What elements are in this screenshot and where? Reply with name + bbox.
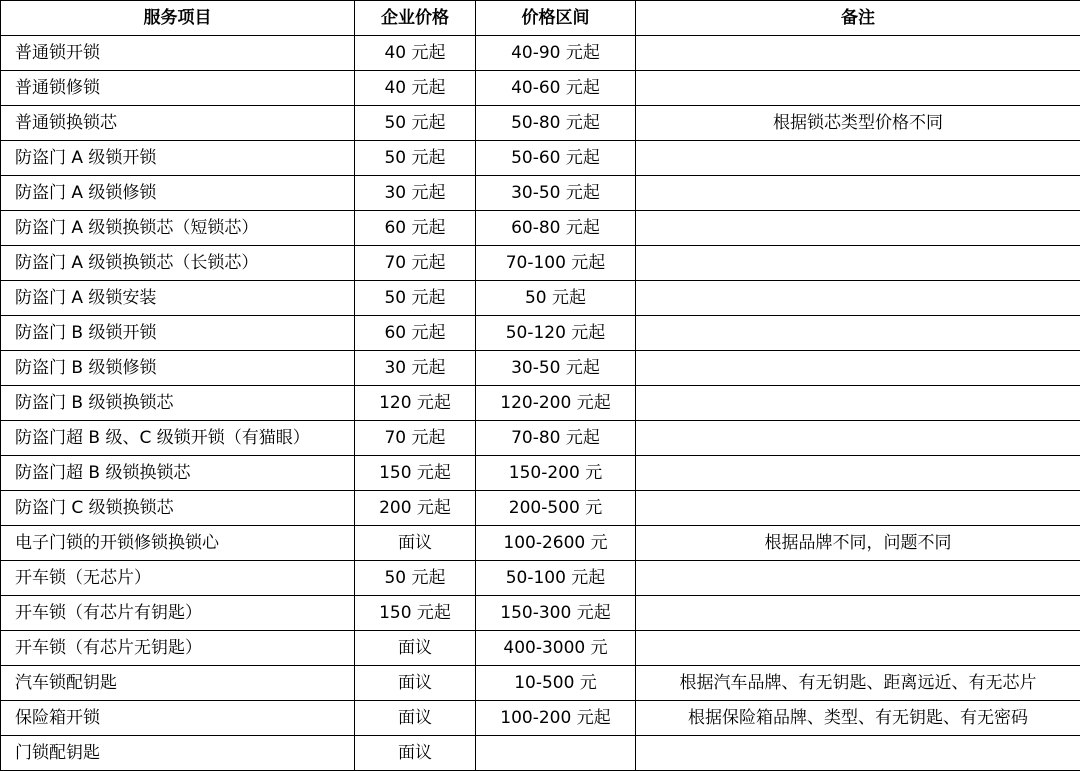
cell-price-range: 100-2600 元 xyxy=(476,526,636,561)
table-row xyxy=(1,561,1080,596)
table-row xyxy=(1,421,1080,456)
header-company-price: 企业价格 xyxy=(355,1,476,36)
cell-service-item: 电子门锁的开锁修锁换锁心 xyxy=(1,526,355,561)
cell-remarks: 根据汽车品牌、有无钥匙、距离远近、有无芯片 xyxy=(636,666,1080,701)
cell-company-price: 60 元起 xyxy=(355,316,476,351)
cell-price-range: 200-500 元 xyxy=(476,491,636,526)
cell-company-price: 面议 xyxy=(355,701,476,736)
cell-company-price: 60 元起 xyxy=(355,211,476,246)
cell-service-item: 防盗门 A 级锁换锁芯（短锁芯） xyxy=(1,211,355,246)
cell-price-range: 40-60 元起 xyxy=(476,71,636,106)
cell-remarks xyxy=(636,736,1080,771)
table-body xyxy=(1,36,1080,771)
table-row xyxy=(1,596,1080,631)
cell-company-price: 50 元起 xyxy=(355,141,476,176)
cell-company-price: 150 元起 xyxy=(355,596,476,631)
cell-remarks xyxy=(636,631,1080,666)
cell-price-range: 70-80 元起 xyxy=(476,421,636,456)
header-service-item: 服务项目 xyxy=(1,1,355,36)
cell-price-range: 150-200 元 xyxy=(476,456,636,491)
cell-company-price: 40 元起 xyxy=(355,71,476,106)
cell-service-item: 防盗门 C 级锁换锁芯 xyxy=(1,491,355,526)
cell-price-range: 50-60 元起 xyxy=(476,141,636,176)
cell-company-price: 50 元起 xyxy=(355,561,476,596)
cell-company-price: 面议 xyxy=(355,631,476,666)
cell-remarks xyxy=(636,351,1080,386)
cell-price-range: 120-200 元起 xyxy=(476,386,636,421)
cell-price-range: 30-50 元起 xyxy=(476,351,636,386)
table-row xyxy=(1,211,1080,246)
cell-remarks xyxy=(636,176,1080,211)
table-row xyxy=(1,736,1080,771)
table-row xyxy=(1,666,1080,701)
table-row xyxy=(1,526,1080,561)
cell-service-item: 防盗门超 B 级、C 级锁开锁（有猫眼） xyxy=(1,421,355,456)
table-row xyxy=(1,71,1080,106)
cell-remarks xyxy=(636,561,1080,596)
cell-price-range: 50-120 元起 xyxy=(476,316,636,351)
cell-remarks: 根据品牌不同，问题不同 xyxy=(636,526,1080,561)
cell-company-price: 50 元起 xyxy=(355,106,476,141)
cell-service-item: 防盗门 A 级锁开锁 xyxy=(1,141,355,176)
table-row xyxy=(1,36,1080,71)
cell-service-item: 防盗门 B 级锁修锁 xyxy=(1,351,355,386)
cell-price-range: 50 元起 xyxy=(476,281,636,316)
cell-service-item: 防盗门 B 级锁开锁 xyxy=(1,316,355,351)
cell-service-item: 开车锁（无芯片） xyxy=(1,561,355,596)
cell-service-item: 保险箱开锁 xyxy=(1,701,355,736)
table-row xyxy=(1,631,1080,666)
cell-company-price: 面议 xyxy=(355,736,476,771)
cell-remarks xyxy=(636,386,1080,421)
cell-company-price: 面议 xyxy=(355,526,476,561)
cell-company-price: 120 元起 xyxy=(355,386,476,421)
table-row xyxy=(1,491,1080,526)
header-remarks: 备注 xyxy=(636,1,1080,36)
cell-company-price: 70 元起 xyxy=(355,421,476,456)
table-row xyxy=(1,456,1080,491)
cell-price-range: 10-500 元 xyxy=(476,666,636,701)
table-row xyxy=(1,246,1080,281)
cell-remarks xyxy=(636,211,1080,246)
cell-remarks xyxy=(636,421,1080,456)
cell-company-price: 50 元起 xyxy=(355,281,476,316)
table-row xyxy=(1,106,1080,141)
cell-remarks xyxy=(636,316,1080,351)
table-row xyxy=(1,386,1080,421)
table-row xyxy=(1,701,1080,736)
cell-company-price: 30 元起 xyxy=(355,351,476,386)
cell-price-range: 50-80 元起 xyxy=(476,106,636,141)
table-header-row xyxy=(1,1,1080,36)
cell-price-range: 30-50 元起 xyxy=(476,176,636,211)
cell-remarks xyxy=(636,491,1080,526)
cell-service-item: 防盗门 A 级锁安装 xyxy=(1,281,355,316)
table-row xyxy=(1,316,1080,351)
cell-service-item: 防盗门 B 级锁换锁芯 xyxy=(1,386,355,421)
cell-price-range: 150-300 元起 xyxy=(476,596,636,631)
cell-price-range: 60-80 元起 xyxy=(476,211,636,246)
table-row xyxy=(1,281,1080,316)
cell-price-range: 40-90 元起 xyxy=(476,36,636,71)
cell-company-price: 70 元起 xyxy=(355,246,476,281)
cell-company-price: 150 元起 xyxy=(355,456,476,491)
cell-price-range: 70-100 元起 xyxy=(476,246,636,281)
cell-company-price: 30 元起 xyxy=(355,176,476,211)
table-row xyxy=(1,176,1080,211)
cell-service-item: 防盗门 A 级锁修锁 xyxy=(1,176,355,211)
cell-service-item: 防盗门 A 级锁换锁芯（长锁芯） xyxy=(1,246,355,281)
cell-price-range: 400-3000 元 xyxy=(476,631,636,666)
cell-price-range: 50-100 元起 xyxy=(476,561,636,596)
cell-service-item: 门锁配钥匙 xyxy=(1,736,355,771)
cell-company-price: 40 元起 xyxy=(355,36,476,71)
cell-remarks xyxy=(636,456,1080,491)
cell-service-item: 普通锁换锁芯 xyxy=(1,106,355,141)
cell-remarks xyxy=(636,246,1080,281)
cell-service-item: 普通锁开锁 xyxy=(1,36,355,71)
table-row xyxy=(1,141,1080,176)
cell-service-item: 开车锁（有芯片有钥匙） xyxy=(1,596,355,631)
cell-remarks xyxy=(636,141,1080,176)
cell-service-item: 开车锁（有芯片无钥匙） xyxy=(1,631,355,666)
cell-remarks xyxy=(636,596,1080,631)
cell-price-range: 100-200 元起 xyxy=(476,701,636,736)
cell-service-item: 防盗门超 B 级锁换锁芯 xyxy=(1,456,355,491)
cell-remarks: 根据保险箱品牌、类型、有无钥匙、有无密码 xyxy=(636,701,1080,736)
table-row xyxy=(1,351,1080,386)
cell-company-price: 面议 xyxy=(355,666,476,701)
cell-remarks: 根据锁芯类型价格不同 xyxy=(636,106,1080,141)
cell-service-item: 汽车锁配钥匙 xyxy=(1,666,355,701)
cell-remarks xyxy=(636,281,1080,316)
cell-remarks xyxy=(636,71,1080,106)
cell-remarks xyxy=(636,36,1080,71)
cell-service-item: 普通锁修锁 xyxy=(1,71,355,106)
header-price-range: 价格区间 xyxy=(476,1,636,36)
cell-price-range xyxy=(476,736,636,771)
cell-company-price: 200 元起 xyxy=(355,491,476,526)
